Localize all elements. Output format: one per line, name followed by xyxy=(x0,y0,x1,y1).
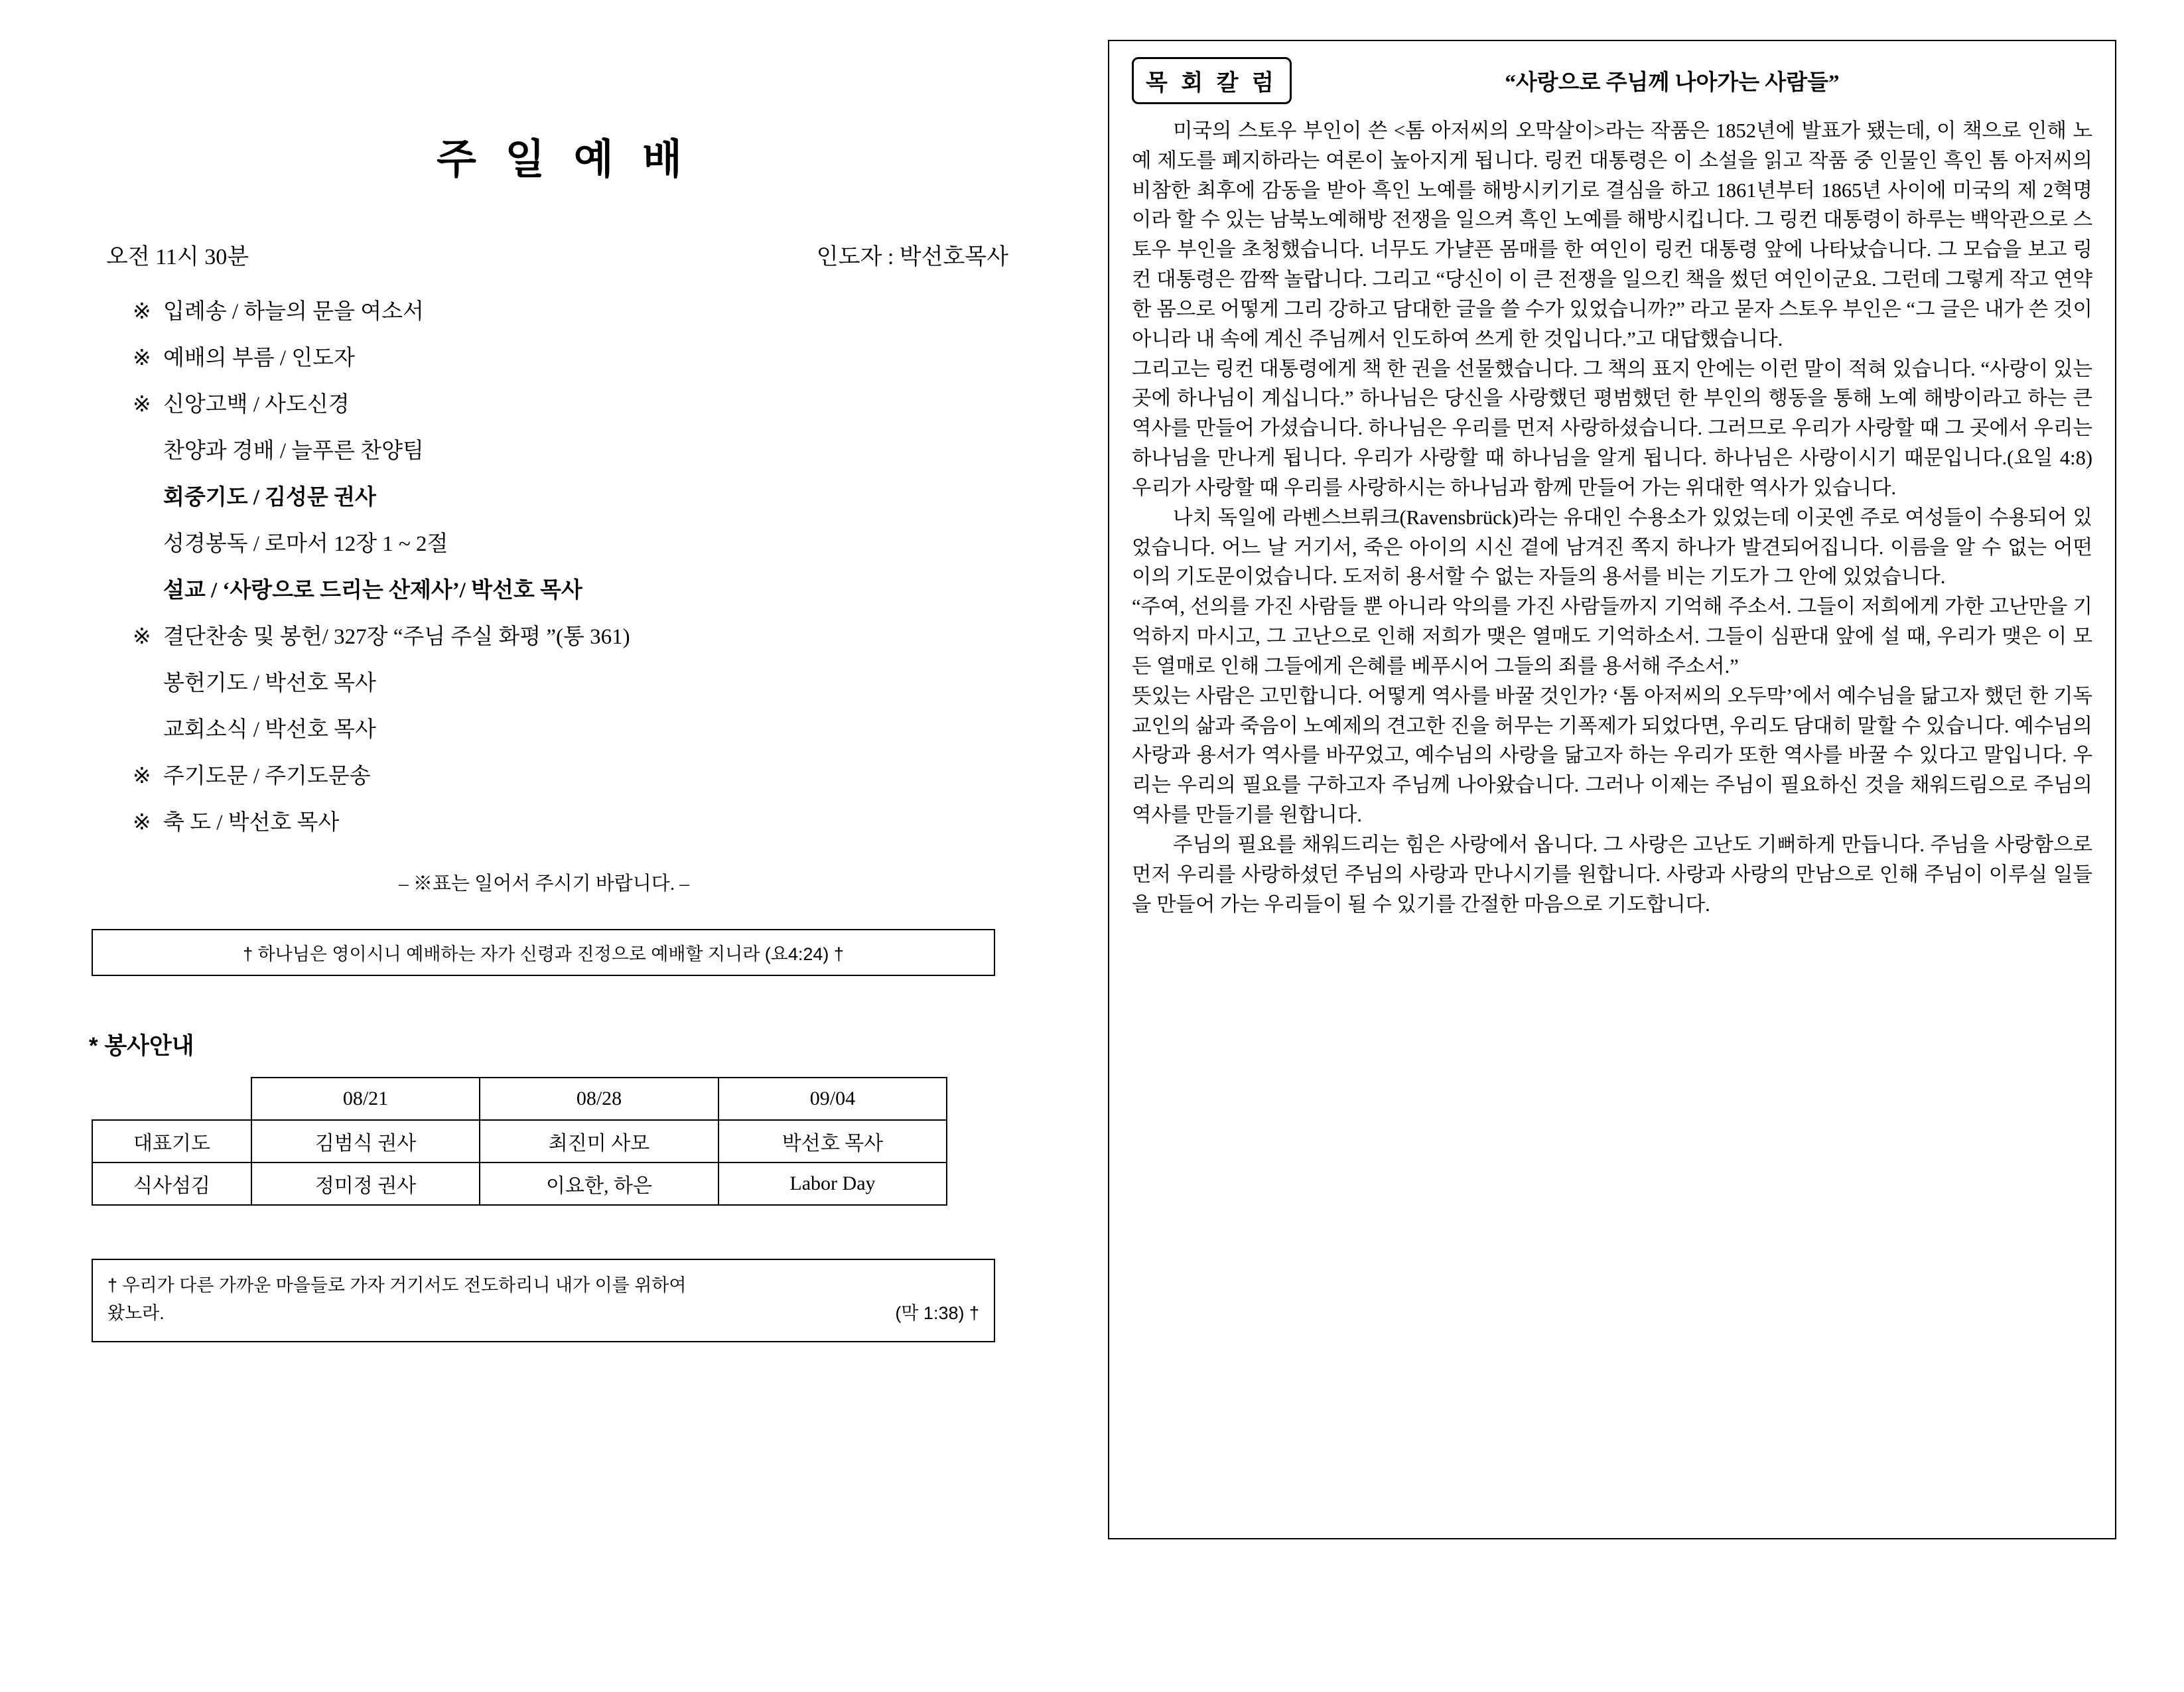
order-item-label: 축 도 / 박선호 목사 xyxy=(163,811,340,835)
standing-note: – ※표는 일어서 주시기 바랍니다. – xyxy=(399,873,689,894)
column-title: “사랑으로 주님께 나아가는 사람들” xyxy=(1505,71,1840,95)
table-cell: 박선호 목사 xyxy=(718,1120,947,1163)
table-row xyxy=(92,1163,947,1205)
order-item xyxy=(133,626,1042,648)
scripture-box-mission xyxy=(92,1259,995,1342)
order-item xyxy=(133,441,1042,462)
order-item-label: 예배의 부름 / 인도자 xyxy=(163,346,355,370)
table-header-cell: 09/04 xyxy=(718,1078,947,1120)
column-paragraph: 그리고는 링컨 대통령에게 책 한 권을 선물했습니다. 그 책의 표지 안에는 이런 말이 적혀 있습니다. “사랑이 있는 곳에 하나님이 계십니다.” 하나님은 당신을 사랑했던 평범했던 한 부인의 행동을 통해 노예 해방이라고 하는 큰 역사를 만들어 가셨습니다. 하나님은 우리를 먼저 사랑하셨습니다. 그러므로 우리가 사랑할 때 그 곳에서 우리는 하나님을 만나게 됩니다. 우리가 사랑할 때 하나님을 알게 됩니다. 하나님은 사랑이시기 때문입니다.(요일 4:8) 우리가 사랑할 때 우리를 사랑하시는 하나님과 함께 만들어 가는 위대한 역사가 있습니다. xyxy=(1132,357,2092,499)
order-item xyxy=(133,719,1042,741)
order-item-label: 성경봉독 / 로마서 12장 1 ~ 2절 xyxy=(163,532,448,556)
column-paragraph: 뜻있는 사람은 고민합니다. 어떻게 역사를 바꿀 것인가? ‘톰 아저씨의 오두막’에서 예수님을 닮고자 했던 한 기독교인의 삶과 죽음이 노예제의 견고한 진을 허무는 기폭제가 되었다면, 우리도 담대히 말할 수 있습니다. 예수님의 사랑과 용서가 역사를 바꾸었고, 예수님의 사랑을 닮고자 하는 우리가 또한 역사를 바꿀 수 있다고 말입니다. 우리는 우리의 필요를 구하고자 주님께 나아왔습니다. 그러나 이제는 주님이 필요하신 것을 채워드림으로 주님의 역사를 만들기를 원합니다. xyxy=(1132,684,2092,827)
order-item-label: 찬양과 경배 / 늘푸른 찬양팀 xyxy=(163,439,424,463)
order-item xyxy=(133,533,1042,555)
table-cell: 이요한, 하은 xyxy=(480,1163,718,1205)
standing-mark: ※ xyxy=(133,811,151,835)
scripture-line-2 xyxy=(107,1300,979,1328)
order-item xyxy=(133,580,1042,602)
column-paragraph: “주여, 선의를 가진 사람들 뿐 아니라 악의를 가진 사람들까지 기억해 주소서. 그들이 저희에게 가한 고난만을 기억하지 마시고, 그 고난으로 인해 저희가 맺은 열매도 기억하소서. 그들이 심판대 앞에 설 때, 우리가 맺은 이 모든 열매로 인해 그들에게 은혜를 베푸시어 그들의 죄를 용서해 주소서.” xyxy=(1132,595,2093,677)
scripture-reference: (막 1:38) † xyxy=(895,1303,979,1323)
order-item xyxy=(133,301,1042,323)
order-item-label: 입례송 / 하늘의 문을 여소서 xyxy=(163,300,424,324)
column-paragraph: 나치 독일에 라벤스브뤼크(Ravensbrück)라는 유대인 수용소가 있었는데 이곳엔 주로 여성들이 수용되어 있었습니다. 어느 날 거기서, 죽은 아이의 시신 곁에 남겨진 쪽지 하나가 발견되어집니다. 이름을 알 수 없는 어떤 이의 기도문이었습니다. 도저히 용서할 수 없는 자들의 용서를 비는 기도가 그 안에 있었습니다. xyxy=(1132,506,2092,589)
table-header-cell xyxy=(92,1078,251,1120)
column-body xyxy=(1132,116,2092,919)
column-header xyxy=(1132,57,2092,104)
page-title: 주 일 예 배 xyxy=(436,137,692,182)
order-item-label: 회중기도 / 김성문 권사 xyxy=(163,486,376,510)
scripture-line-1: † 우리가 다른 가까운 마을들로 가자 거기서도 전도하리니 내가 이를 위하여 xyxy=(107,1275,687,1295)
order-item-label: 교회소식 / 박선호 목사 xyxy=(163,718,376,742)
service-time-row xyxy=(86,238,1042,271)
order-item-label: 설교 / ‘사랑으로 드리는 산제사’/ 박선호 목사 xyxy=(163,579,582,602)
table-cell: Labor Day xyxy=(718,1163,947,1205)
order-item xyxy=(133,348,1042,370)
column-badge: 목 회 칼 럼 xyxy=(1132,57,1292,104)
table-row-label: 식사섬김 xyxy=(92,1163,251,1205)
order-item xyxy=(133,766,1042,788)
order-item xyxy=(133,394,1042,416)
service-time: 오전 11시 30분 xyxy=(106,245,249,269)
order-item-label: 결단찬송 및 봉헌/ 327장 “주님 주실 화평 ”(통 361) xyxy=(163,625,630,649)
pastoral-column xyxy=(1108,40,2116,1539)
worship-order-column xyxy=(46,40,1081,1665)
order-item xyxy=(133,812,1042,834)
table-row xyxy=(92,1120,947,1163)
standing-mark: ※ xyxy=(133,300,151,324)
table-cell: 정미정 권사 xyxy=(251,1163,480,1205)
order-item-label: 신앙고백 / 사도신경 xyxy=(163,393,350,417)
order-item xyxy=(133,673,1042,695)
column-paragraph: 주님의 필요를 채워드리는 힘은 사랑에서 옵니다. 그 사랑은 고난도 기뻐하게 만듭니다. 주님을 사랑함으로 먼저 우리를 사랑하셨던 주님의 사랑과 만나시기를 원합니다. 사랑과 사랑의 만남으로 인해 주님이 이루실 일들을 만들어 가는 우리들이 될 수 있기를 간절한 마음으로 기도합니다. xyxy=(1132,833,2092,916)
scripture-line-2-text: 왔노라. xyxy=(107,1303,165,1323)
table-cell: 최진미 사모 xyxy=(480,1120,718,1163)
order-item-label: 봉헌기도 / 박선호 목사 xyxy=(163,671,376,695)
standing-mark: ※ xyxy=(133,764,151,788)
volunteer-section-title: * 봉사안내 xyxy=(89,1033,194,1059)
scripture-box-worship: † 하나님은 영이시니 예배하는 자가 신령과 진정으로 예배할 지니라 (요4:24) † xyxy=(92,929,995,976)
table-header-cell: 08/28 xyxy=(480,1078,718,1120)
standing-mark: ※ xyxy=(133,393,151,417)
column-paragraph: 미국의 스토우 부인이 쓴 <톰 아저씨의 오막살이>라는 작품은 1852년에 발표가 됐는데, 이 책으로 인해 노예 제도를 폐지하라는 여론이 높아지게 됩니다. 링컨 대통령은 이 소설을 읽고 작품 중 인물인 흑인 톰 아저씨의 비참한 최후에 감동을 받아 흑인 노예를 해방시키기로 결심을 하고 1861년부터 1865년 사이에 미국의 제 2혁명이라 할 수 있는 남북노예해방 전쟁을 일으켜 흑인 노예를 해방시킵니다. 그 링컨 대통령이 하루는 백악관으로 스토우 부인을 초청했습니다. 너무도 가냘픈 몸매를 한 여인이 링컨 대통령 앞에 나타났습니다. 그 모습을 보고 링컨 대통령은 깜짝 놀랍니다. 그리고 “당신이 이 큰 전쟁을 일으킨 책을 썼던 여인이군요. 그런데 그렇게 작고 연약한 몸으로 어떻게 그리 강하고 담대한 글을 쓸 수가 있었습니까?” 라고 묻자 스토우 부인은 “그 글은 내가 쓴 것이 아니라 내 속에 계신 주님께서 인도하여 쓰게 한 것입니다.”고 대답했습니다. xyxy=(1132,119,2092,350)
service-leader: 인도자 : 박선호목사 xyxy=(816,245,1008,269)
standing-mark: ※ xyxy=(133,346,151,370)
table-header-row xyxy=(92,1078,947,1120)
worship-order-list xyxy=(86,301,1042,834)
volunteer-schedule-table xyxy=(92,1077,947,1206)
order-item xyxy=(133,487,1042,509)
table-header-cell: 08/21 xyxy=(251,1078,480,1120)
table-cell: 김범식 권사 xyxy=(251,1120,480,1163)
table-row-label: 대표기도 xyxy=(92,1120,251,1163)
order-item-label: 주기도문 / 주기도문송 xyxy=(163,764,371,788)
standing-mark: ※ xyxy=(133,625,151,649)
